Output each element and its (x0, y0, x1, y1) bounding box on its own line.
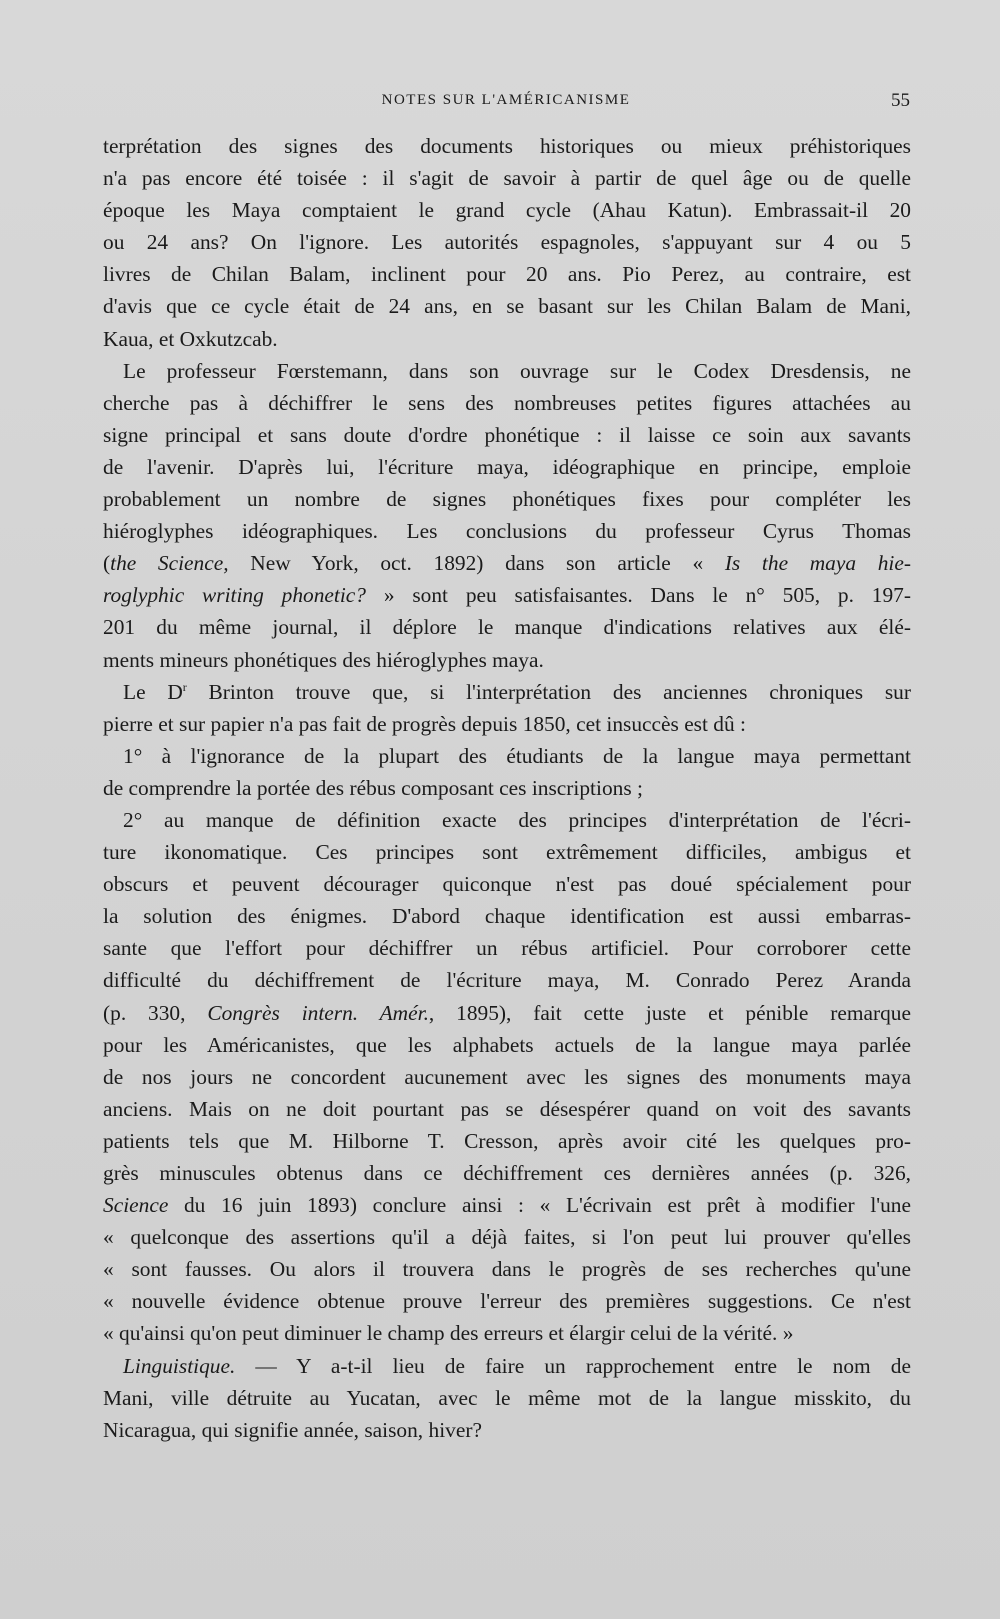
text-line: difficulté du déchiffrement de l'écriture maya, M. Conrado Perez Aranda (103, 968, 911, 993)
text-run: du 16 juin 1893) conclure ainsi : « L'écrivain est prêt à modifier l'une (168, 1193, 911, 1218)
italic-science-title: Science (103, 1193, 169, 1218)
body-text (103, 130, 911, 1446)
text-line (103, 579, 911, 611)
text-line (103, 997, 911, 1029)
text-line: signe principal et sans doute d'ordre phonétique : il laisse ce soin aux savants (103, 422, 911, 447)
text-line: de l'avenir. D'après lui, l'écriture maya, idéographique en principe, emploie (103, 454, 911, 479)
text-line: époque les Maya comptaient le grand cycle (Ahau Katun). Embrassait-il 20 (103, 198, 911, 223)
text-line: « qu'ainsi qu'on peut diminuer le champ des erreurs et élargir celui de la vérité. » (103, 1321, 794, 1346)
text-line: Mani, ville détruite au Yucatan, avec le même mot de la langue misskito, du (103, 1385, 911, 1410)
text-line: de comprendre la portée des rébus composant ces inscriptions ; (103, 775, 643, 800)
text-line: 2° au manque de définition exacte des principes d'interprétation de l'écri- (123, 807, 911, 832)
text-run: New York, oct. 1892) dans son article « (228, 551, 725, 576)
text-line: patients tels que M. Hilborne T. Cresson, après avoir cité les quelques pro- (103, 1128, 911, 1153)
paragraph-3 (103, 676, 911, 740)
text-line: de nos jours ne concordent aucunement avec les signes des monuments maya (103, 1064, 911, 1089)
text-line: d'avis que ce cycle était de 24 ans, en se basant sur les Chilan Balam de Mani, (103, 294, 911, 319)
text-line: Nicaragua, qui signifie année, saison, hiver? (103, 1417, 482, 1442)
text-line: sante que l'effort pour déchiffrer un rébus artificiel. Pour corroborer cette (103, 936, 911, 961)
paragraph-4 (103, 740, 911, 804)
italic-congres-title: Congrès intern. Amér. (207, 1000, 429, 1025)
text-line: ture ikonomatique. Ces principes sont extrêmement difficiles, ambigus et (103, 840, 911, 865)
text-line: obscurs et peuvent décourager quiconque n'est pas doué spécialement pour (103, 872, 911, 897)
text-line: ments mineurs phonétiques des hiéroglyphes maya. (103, 647, 544, 672)
italic-article-title-cont: roglyphic writing phonetic? (103, 583, 366, 608)
text-line: grès minuscules obtenus dans ce déchiffrement ces dernières années (p. 326, (103, 1161, 911, 1185)
text-line: terprétation des signes des documents historiques ou mieux préhistoriques (103, 134, 911, 158)
text-line: pour les Américanistes, que les alphabets actuels de la langue maya parlée (103, 1032, 911, 1057)
text-line (103, 1350, 911, 1382)
text-line: n'a pas encore été toisée : il s'agit de savoir à partir de quel âge ou de quelle (103, 166, 911, 191)
text-line: la solution des énigmes. D'abord chaque identification est aussi embarras- (103, 904, 911, 929)
text-line: hiéroglyphes idéographiques. Les conclusions du professeur Cyrus Thomas (103, 519, 911, 544)
paren: ( (103, 551, 111, 576)
text-run: , 1895), fait cette juste et pénible remarque (428, 1000, 911, 1025)
text-run: » sont peu satisfaisantes. Dans le n° 505, p. 197- (366, 583, 912, 608)
text-run: Brinton trouve que, si l'interprétation des anciennes chroniques sur (186, 679, 911, 704)
text-line: cherche pas à déchiffrer le sens des nombreuses petites figures attachées au (103, 390, 911, 415)
paragraph-1 (103, 130, 911, 355)
page-number: 55 (891, 90, 910, 111)
italic-article-title: Is the maya hie- (724, 551, 911, 576)
superscript: r (182, 679, 187, 694)
running-title: NOTES SUR L'AMÉRICANISME (381, 92, 631, 108)
text-run: — Y a-t-il lieu de faire un rapprochement entre le nom de (235, 1353, 911, 1378)
text-line: anciens. Mais on ne doit pourtant pas se désespérer quand on voit des savants (103, 1096, 911, 1121)
text-line (103, 676, 911, 708)
text-line: probablement un nombre de signes phonétiques fixes pour compléter les (103, 487, 911, 512)
paragraph-5 (103, 804, 911, 1350)
paragraph-2 (103, 355, 911, 676)
text-line: 201 du même journal, il déplore le manque d'indications relatives aux élé- (103, 615, 911, 640)
text-line: ou 24 ans? On l'ignore. Les autorités espagnoles, s'appuyant sur 4 ou 5 (103, 230, 911, 255)
text-line: Le professeur Fœrstemann, dans son ouvrage sur le Codex Dresdensis, ne (123, 358, 911, 383)
text-line: « sont fausses. Ou alors il trouvera dans le progrès de ses recherches qu'une (103, 1257, 911, 1282)
italic-title-science: the Science, (110, 551, 229, 576)
text-line: livres de Chilan Balam, inclinent pour 20 ans. Pio Perez, au contraire, est (103, 262, 911, 287)
text-run: (p. 330, (103, 1000, 208, 1025)
text-line: Kaua, et Oxkutzcab. (103, 326, 278, 351)
text-line: pierre et sur papier n'a pas fait de progrès depuis 1850, cet insuccès est dû : (103, 711, 746, 736)
text-line (103, 547, 911, 579)
text-line: « nouvelle évidence obtenue prouve l'erreur des premières suggestions. Ce n'est (103, 1289, 911, 1314)
running-header (102, 92, 910, 114)
text-line: 1° à l'ignorance de la plupart des étudiants de la langue maya permettant (123, 743, 911, 768)
section-heading-linguistique: Linguistique. (123, 1353, 236, 1378)
text-run: Le D (123, 679, 183, 704)
text-line (103, 1189, 911, 1221)
paragraph-6 (103, 1350, 911, 1446)
text-line: « quelconque des assertions qu'il a déjà faites, si l'on peut lui prouver qu'elles (103, 1225, 911, 1250)
